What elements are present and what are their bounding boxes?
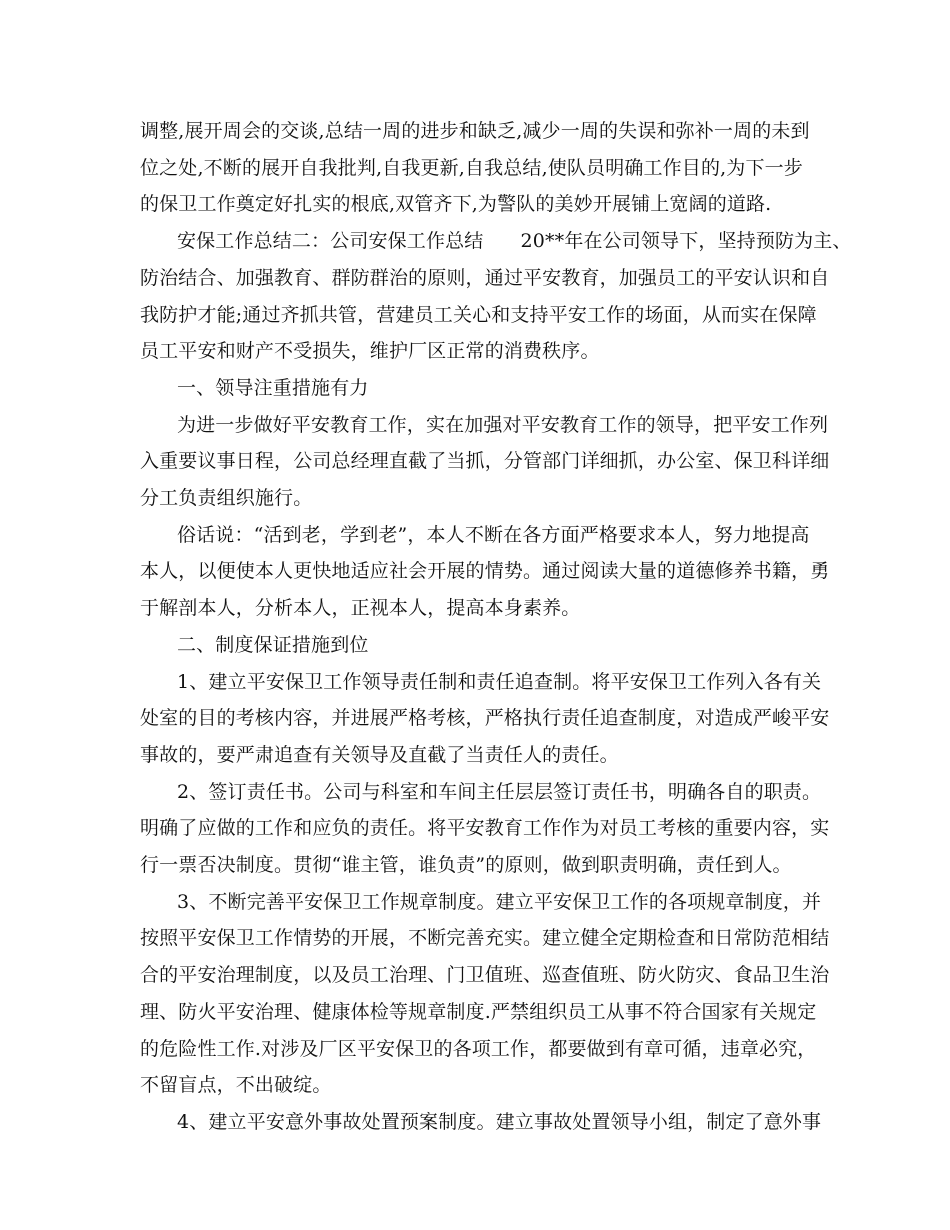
paragraph-start-line: 为进一步做好平安教育工作，实在加强对平安教育工作的领导，把平安工作列: [177, 413, 829, 436]
text-line: 防治结合、加强教育、群防群治的原则，通过平安教育，加强员工的平安认识和自: [140, 266, 830, 289]
text-line: 合的平安治理制度，以及员工治理、门卫值班、巡查值班、防火防灾、食品卫生治: [140, 964, 830, 987]
text-line: 的危险性工作.对涉及厂区平安保卫的各项工作，都要做到有章可循，违章必究，: [140, 1037, 817, 1060]
section-heading-1: 一、领导注重措施有力: [177, 376, 369, 399]
text-line: 我防护才能;通过齐抓共管，营建员工关心和支持平安工作的场面，从而实在保障: [140, 303, 817, 326]
document-body: [140, 113, 852, 1141]
section-heading-2: 二、制度保证措施到位: [177, 633, 369, 656]
paragraph-start-line: 2、签订责任书。公司与科室和车间主任层层签订责任书，明确各自的职责。: [177, 780, 822, 803]
text-line: 的保卫工作奠定好扎实的根底,双管齐下,为警队的美妙开展铺上宽阔的道路.: [140, 193, 772, 216]
text-line: 员工平安和财产不受损失，维护厂区正常的消费秩序。: [140, 340, 600, 363]
text-line: 行一票否决制度。贯彻“谁主管，谁负责”的原则，做到职责明确，责任到人。: [140, 854, 792, 877]
text-line: 处室的目的考核内容，并进展严格考核，严格执行责任追查制度，对造成严峻平安: [140, 707, 830, 730]
text-line: 不留盲点，不出破绽。: [140, 1074, 332, 1097]
text-line: 理、防火平安治理、健康体检等规章制度.严禁组织员工从事不符合国家有关规定: [140, 1000, 817, 1023]
paragraph-start-line: 4、建立平安意外事故处置预案制度。建立事故处置领导小组，制定了意外事: [177, 1110, 822, 1133]
text-line: 于解剖本人，分析本人，正视本人，提高本身素养。: [140, 597, 581, 620]
text-line: 分工负责组织施行。: [140, 487, 313, 510]
text-line: 入重要议事日程，公司总经理直截了当抓，分管部门详细抓，办公室、保卫科详细: [140, 450, 830, 473]
paragraph-start-line: 安保工作总结二：公司安保工作总结 20**年在公司领导下，坚持预防为主、: [177, 230, 852, 253]
paragraph-start-line: 俗话说：“活到老，学到老”，本人不断在各方面严格要求本人，努力地提高: [177, 523, 810, 546]
paragraph-start-line: 3、不断完善平安保卫工作规章制度。建立平安保卫工作的各项规章制度，并: [177, 890, 822, 913]
text-line: 调整,展开周会的交谈,总结一周的进步和缺乏,减少一周的失误和弥补一周的未到: [140, 120, 810, 142]
text-line: 事故的，要严肃追查有关领导及直截了当责任人的责任。: [140, 743, 619, 766]
text-line: 明确了应做的工作和应负的责任。将平安教育工作作为对员工考核的重要内容，实: [140, 817, 830, 840]
text-line: 本人，以便使本人更快地适应社会开展的情势。通过阅读大量的道德修养书籍，勇: [140, 560, 830, 583]
text-line: 位之处,不断的展开自我批判,自我更新,自我总结,使队员明确工作目的,为下一步: [140, 156, 803, 179]
paragraph-start-line: 1、建立平安保卫工作领导责任制和责任追查制。将平安保卫工作列入各有关: [177, 670, 822, 693]
text-line: 按照平安保卫工作情势的开展，不断完善充实。建立健全定期检查和日常防范相结: [140, 927, 830, 950]
